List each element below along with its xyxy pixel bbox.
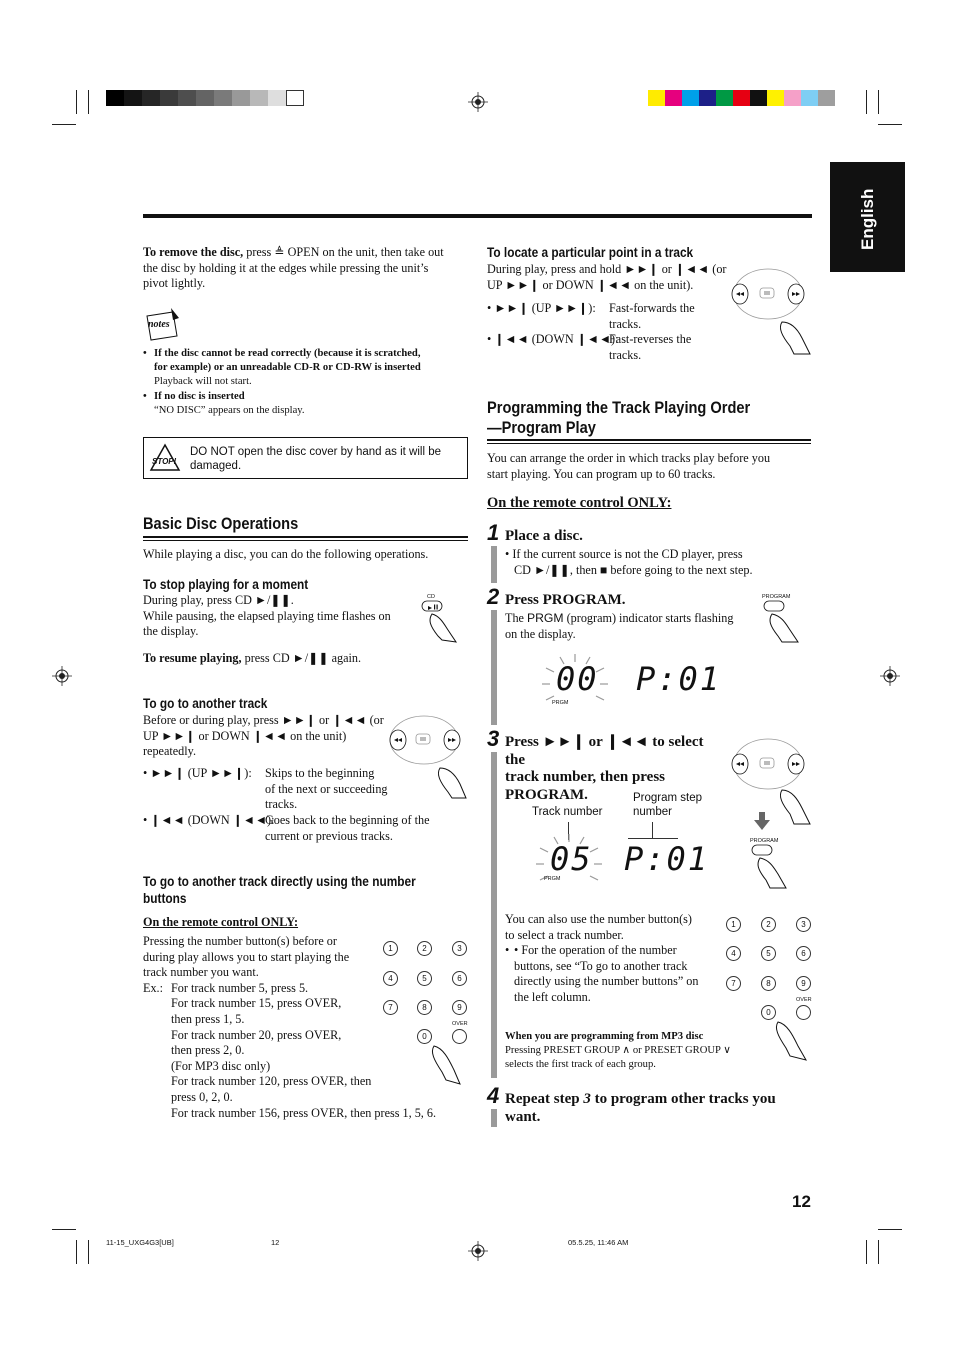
registration-target-icon (880, 666, 900, 686)
gray-swatch (286, 90, 304, 106)
number-button-0[interactable]: 0 (761, 1005, 776, 1020)
color-swatch (648, 90, 665, 106)
stop-heading: To stop playing for a moment (143, 577, 309, 592)
color-swatch (699, 90, 716, 106)
right-remote-only: On the remote control ONLY: (487, 495, 672, 511)
number-buttons-paragraph: You can also use the number button(s) to select a track number. • • For the operation of the number buttons, see “To go to another track directly using the number buttons” on the left column. (505, 912, 699, 1004)
program-heading: Programming the Track Playing Order —Program Play (487, 398, 751, 437)
language-tab[interactable] (830, 162, 905, 272)
remove-disc-lead: To remove the disc, (143, 245, 244, 259)
display-step3 (534, 834, 714, 890)
down-arrow-icon (754, 812, 770, 830)
step1-text: • If the current source is not the CD player, press CD ►/❚❚, then ■ before going to the next step. (505, 547, 753, 577)
step2-number: 2 (487, 584, 500, 609)
number-button-4[interactable]: 4 (383, 971, 398, 986)
basic-heading-rule (143, 536, 468, 538)
notes-list: • If the disc cannot be read correctly (because it is scratched, for example) or an unreadable CD-R or CD-RW is inserted Playback will not start. • If no disc is inserted “NO DISC” appears on the display. (143, 348, 421, 416)
step3-controller-icon[interactable] (730, 734, 812, 826)
step3-bar (491, 752, 497, 1078)
step2-bar (491, 610, 497, 725)
over-button[interactable] (452, 1029, 467, 1044)
step4-title: Repeat step 3 to program other tracks you want. (505, 1091, 776, 1125)
prgm-indicator: PRGM (552, 700, 569, 706)
lcd-program-step: P:01 (624, 840, 710, 878)
step4-number: 4 (487, 1083, 500, 1108)
step1-title: Place a disc. (505, 528, 583, 544)
locate-controller-icon[interactable] (730, 264, 812, 356)
step2-title: Press PROGRAM. (505, 592, 626, 608)
track-number-label: Track number (532, 806, 603, 818)
step1-number: 1 (487, 520, 500, 545)
registration-target-icon (52, 666, 72, 686)
stop-icon: STOP! (149, 443, 181, 473)
number-button-5[interactable]: 5 (761, 946, 776, 961)
locate-paragraph: During play, press and hold ►►❙ or ❙◄◄ (or UP ►►❙ or DOWN ❙◄◄ on the unit). (487, 262, 727, 292)
locate-heading: To locate a particular point in a track (487, 245, 694, 260)
number-button-3[interactable]: 3 (796, 917, 811, 932)
number-button-0[interactable]: 0 (417, 1029, 432, 1044)
top-rule (143, 214, 812, 218)
number-button-8[interactable]: 8 (417, 1000, 432, 1015)
step1-bar (491, 546, 497, 583)
gray-swatch (196, 90, 214, 106)
cd-play-pause-button[interactable]: CD (418, 594, 468, 644)
basic-heading-rule-thin (143, 540, 468, 541)
mp3-note: When you are programming from MP3 disc Pressing PRESET GROUP ∧ or PRESET GROUP ∨ selects the first track of each group. (505, 1031, 731, 1071)
program-step-label: Program step number (633, 792, 703, 818)
another-track-paragraph: Before or during play, press ►►❙ or ❙◄◄ (or UP ►►❙ or DOWN ❙◄◄ on the unit) repeatedly. (143, 713, 384, 759)
color-swatch (784, 90, 801, 106)
direct-track-paragraph: Pressing the number button(s) before or during play allows you to start playing the track number you want. Ex.: For track number 5, press 5. For track number 15, press OVER, then press 1, 5. For track number 20, press OVER, then press 2, 0. (For MP3 disc only) For track number 120, press OVER, then press 0, 2, 0. For track number 156, press OVER, then press 1, 5, 6. (143, 934, 437, 1120)
gray-swatch (178, 90, 196, 106)
color-swatch (801, 90, 818, 106)
stop-paragraph: During play, press CD ►/❚❚. While pausing, the elapsed playing time flashes on the display. (143, 593, 391, 639)
color-swatch (750, 90, 767, 106)
color-swatch (733, 90, 750, 106)
warning-box: STOP! DO NOT open the disc cover by hand as it will be damaged. (143, 437, 468, 479)
lcd-program-step: P:01 (636, 660, 722, 698)
number-button-6[interactable]: 6 (796, 946, 811, 961)
gray-swatch (232, 90, 250, 106)
footer-file: 11-15_UXG4G3[UB] (106, 1238, 174, 1247)
number-button-7[interactable]: 7 (383, 1000, 398, 1015)
another-track-heading: To go to another track (143, 696, 268, 711)
number-button-8[interactable]: 8 (761, 976, 776, 991)
program-heading-rule (487, 439, 811, 441)
step4-bar (491, 1109, 497, 1127)
left-remote-only: On the remote control ONLY: (143, 915, 299, 929)
lcd-track-number: 00 (556, 660, 599, 698)
gray-swatch (142, 90, 160, 106)
color-swatch (767, 90, 784, 106)
over-button[interactable] (796, 1005, 811, 1020)
registration-target-icon (468, 1241, 488, 1261)
color-swatch (818, 90, 835, 106)
gray-swatch (268, 90, 286, 106)
gray-swatch (214, 90, 232, 106)
number-button-2[interactable]: 2 (417, 941, 432, 956)
program-intro: You can arrange the order in which tracks play before you start playing. You can program up to 60 tracks. (487, 451, 771, 481)
step3-title: Press ►►❙ or ❙◄◄ to select the track number, then press PROGRAM. (505, 734, 704, 803)
footer-date: 05.5.25, 11:46 AM (568, 1238, 629, 1247)
gray-swatch (124, 90, 142, 106)
step3-number: 3 (487, 726, 500, 751)
step2-text: The PRGM (program) indicator starts flashing on the display. (505, 611, 734, 641)
number-button-4[interactable]: 4 (726, 946, 741, 961)
footer-page: 12 (271, 1238, 280, 1247)
notes-icon: notes (143, 306, 183, 342)
gray-swatch (160, 90, 178, 106)
number-button-7[interactable]: 7 (726, 976, 741, 991)
registration-target-icon (468, 92, 488, 112)
hand-pointer-icon (428, 1044, 468, 1088)
page-number: 12 (792, 1192, 811, 1211)
program-heading-rule-thin (487, 443, 811, 444)
resume-paragraph: To resume playing, press CD ►/❚❚ again. (143, 651, 362, 665)
program-button-step2[interactable]: PROGRAM (760, 594, 810, 644)
over-label: OVER (796, 997, 812, 1003)
basic-intro: While playing a disc, you can do the following operations. (143, 547, 429, 561)
over-label: OVER (452, 1021, 468, 1027)
number-button-9[interactable]: 9 (796, 976, 811, 991)
gray-swatch (250, 90, 268, 106)
program-button-step3[interactable]: PROGRAM (748, 838, 798, 890)
number-button-2[interactable]: 2 (761, 917, 776, 932)
remove-disc-paragraph: To remove the disc, press ≜ OPEN on the unit, then take out the disc by holding it at the edges while pressing the unit’s pivot lightly. (143, 245, 444, 291)
number-button-6[interactable]: 6 (452, 971, 467, 986)
number-button-5[interactable]: 5 (417, 971, 432, 986)
skip-controller-icon[interactable] (386, 712, 468, 800)
number-button-1[interactable]: 1 (383, 941, 398, 956)
hand-pointer-icon (772, 1020, 812, 1062)
lcd-track-number: 05 (550, 840, 593, 878)
direct-track-heading: To go to another track directly using the number buttons (143, 874, 416, 906)
color-swatch (716, 90, 733, 106)
gray-swatch (106, 90, 124, 106)
color-swatch (665, 90, 682, 106)
language-tab-label: English (858, 188, 877, 250)
prgm-indicator: PRGM (544, 876, 561, 882)
number-button-9[interactable]: 9 (452, 1000, 467, 1015)
number-button-3[interactable]: 3 (452, 941, 467, 956)
color-swatch (682, 90, 699, 106)
display-step2 (540, 654, 720, 710)
basic-disc-heading: Basic Disc Operations (143, 514, 299, 533)
number-button-1[interactable]: 1 (726, 917, 741, 932)
